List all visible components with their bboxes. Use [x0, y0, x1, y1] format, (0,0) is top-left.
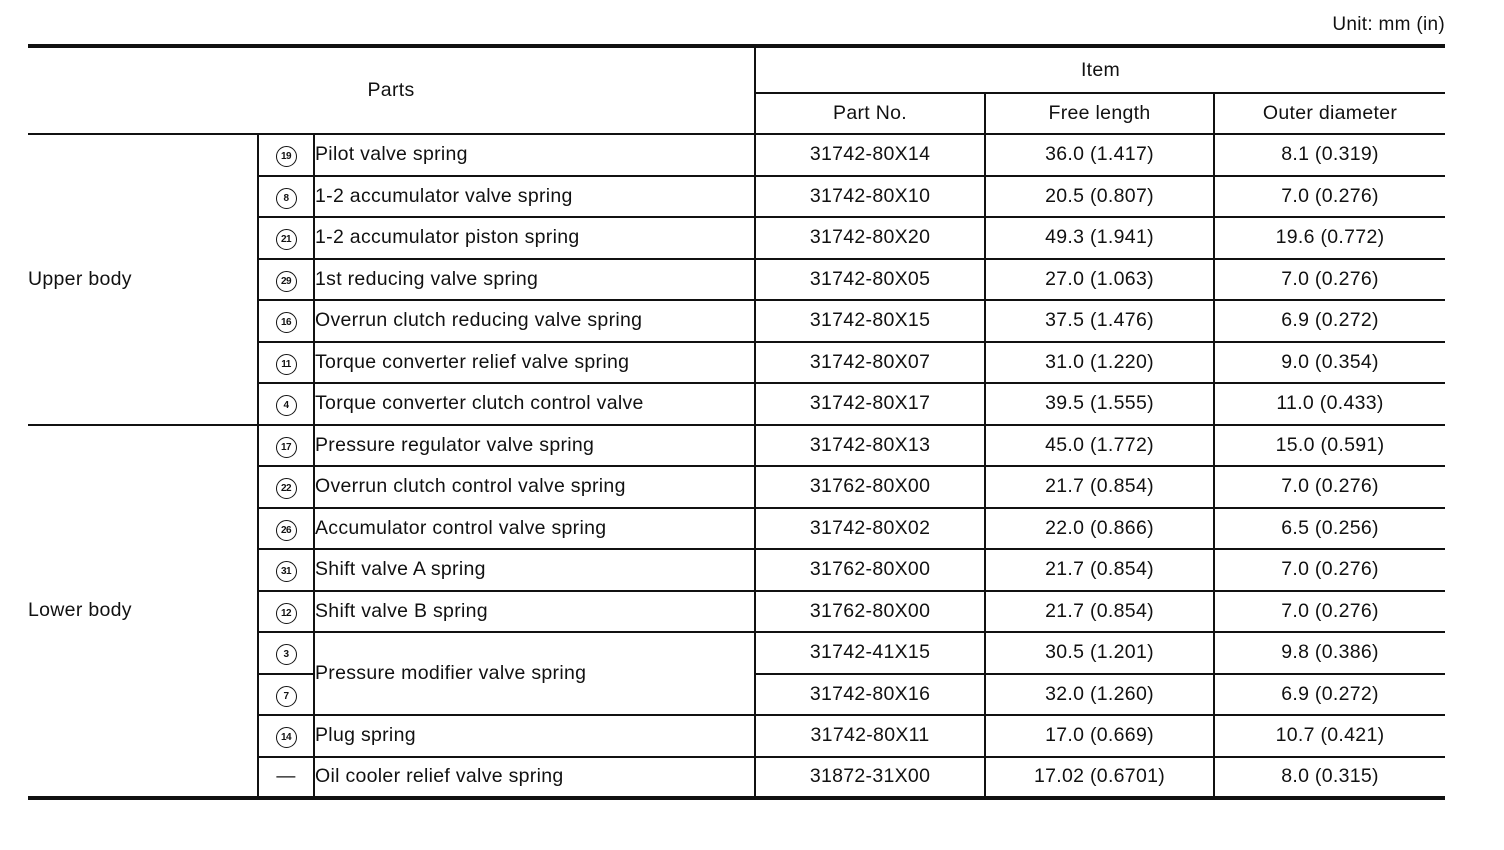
part-number: 31742-80X07 [755, 342, 985, 384]
part-number: 31742-80X14 [755, 134, 985, 176]
part-number: 31742-80X20 [755, 217, 985, 259]
outer-diameter: 7.0 (0.276) [1214, 549, 1445, 591]
circled-number-icon: 26 [276, 520, 297, 541]
item-number-cell [258, 508, 314, 550]
free-length: 22.0 (0.866) [985, 508, 1214, 550]
part-name: Pressure regulator valve spring [314, 425, 755, 467]
part-number: 31742-80X02 [755, 508, 985, 550]
table-row [28, 134, 1445, 176]
outer-diameter: 9.0 (0.354) [1214, 342, 1445, 384]
circled-number-icon: 17 [276, 437, 297, 458]
part-name: Overrun clutch control valve spring [314, 466, 755, 508]
outer-diameter: 7.0 (0.276) [1214, 591, 1445, 633]
part-name: Accumulator control valve spring [314, 508, 755, 550]
part-number: 31742-80X10 [755, 176, 985, 218]
part-number: 31742-80X11 [755, 715, 985, 757]
part-name: Pressure modifier valve spring [314, 632, 755, 715]
circled-number-icon: 7 [276, 686, 297, 707]
circled-number-icon: 12 [276, 603, 297, 624]
circled-number-icon: 31 [276, 561, 297, 582]
free-length: 21.7 (0.854) [985, 549, 1214, 591]
free-length: 20.5 (0.807) [985, 176, 1214, 218]
part-name: 1-2 accumulator valve spring [314, 176, 755, 218]
item-number-cell [258, 342, 314, 384]
part-no-header: Part No. [755, 93, 985, 134]
item-number-cell [258, 757, 314, 799]
part-name: Torque converter clutch control valve [314, 383, 755, 425]
free-length: 17.02 (0.6701) [985, 757, 1214, 799]
outer-diameter: 10.7 (0.421) [1214, 715, 1445, 757]
part-name: Shift valve A spring [314, 549, 755, 591]
outer-diameter: 7.0 (0.276) [1214, 466, 1445, 508]
parts-header: Parts [28, 46, 755, 134]
item-number-cell [258, 466, 314, 508]
circled-number-icon: 4 [276, 395, 297, 416]
part-name: 1-2 accumulator piston spring [314, 217, 755, 259]
spring-spec-table [28, 44, 1445, 800]
part-name: Torque converter relief valve spring [314, 342, 755, 384]
part-number: 31762-80X00 [755, 466, 985, 508]
circled-number-icon: 11 [276, 354, 297, 375]
table-row [28, 425, 1445, 467]
part-number: 31742-80X15 [755, 300, 985, 342]
part-name: 1st reducing valve spring [314, 259, 755, 301]
dash-marker: — [276, 766, 296, 788]
item-number-cell [258, 715, 314, 757]
outer-diameter: 11.0 (0.433) [1214, 383, 1445, 425]
outer-diameter: 7.0 (0.276) [1214, 176, 1445, 218]
free-length: 36.0 (1.417) [985, 134, 1214, 176]
outer-diameter: 8.1 (0.319) [1214, 134, 1445, 176]
outer-diameter: 7.0 (0.276) [1214, 259, 1445, 301]
outer-diameter: 8.0 (0.315) [1281, 765, 1379, 788]
free-length: 17.0 (0.669) [985, 715, 1214, 757]
part-number: 31872-31X00 [755, 757, 985, 799]
group-label-lower: Lower body [28, 425, 258, 799]
circled-number-icon: 19 [276, 146, 297, 167]
item-number-cell [258, 300, 314, 342]
outer-diameter: 9.8 (0.386) [1214, 632, 1445, 674]
item-number-cell [258, 217, 314, 259]
item-number-cell [258, 674, 314, 716]
circled-number-icon: 29 [276, 271, 297, 292]
outer-diameter: 19.6 (0.772) [1214, 217, 1445, 259]
group-label-upper: Upper body [28, 267, 132, 290]
free-length: 21.7 (0.854) [985, 591, 1214, 633]
item-header: Item [755, 46, 1445, 93]
item-number-cell [258, 425, 314, 467]
outer-diameter: 15.0 (0.591) [1214, 425, 1445, 467]
part-name: Pilot valve spring [314, 134, 755, 176]
part-name: Plug spring [314, 715, 755, 757]
circled-number-icon: 3 [276, 644, 297, 665]
part-name: Oil cooler relief valve spring [314, 757, 755, 799]
free-length: 27.0 (1.063) [985, 259, 1214, 301]
item-number-cell [258, 591, 314, 633]
free-length: 30.5 (1.201) [985, 632, 1214, 674]
item-number-cell [258, 549, 314, 591]
part-number: 31742-41X15 [755, 632, 985, 674]
part-number: 31762-80X00 [755, 591, 985, 633]
circled-number-icon: 22 [276, 478, 297, 499]
part-number: 31742-80X13 [755, 425, 985, 467]
item-number-cell [258, 383, 314, 425]
part-number: 31742-80X16 [755, 674, 985, 716]
free-length: 45.0 (1.772) [985, 425, 1214, 467]
free-length: 37.5 (1.476) [985, 300, 1214, 342]
part-name: Overrun clutch reducing valve spring [314, 300, 755, 342]
circled-number-icon: 21 [276, 229, 297, 250]
free-length: 21.7 (0.854) [985, 466, 1214, 508]
item-number-cell [258, 176, 314, 218]
free-length-header: Free length [985, 93, 1214, 134]
part-name: Shift valve B spring [314, 591, 755, 633]
unit-label: Unit: mm (in) [1332, 14, 1445, 35]
part-number: 31762-80X00 [755, 549, 985, 591]
free-length: 31.0 (1.220) [985, 342, 1214, 384]
outer-diameter: 6.9 (0.272) [1214, 674, 1445, 716]
item-number-cell [258, 134, 314, 176]
circled-number-icon: 14 [276, 727, 297, 748]
outer-diameter: 6.9 (0.272) [1214, 300, 1445, 342]
outer-diameter-header: Outer diameter [1214, 93, 1445, 134]
circled-number-icon: 8 [276, 188, 297, 209]
part-number: 31742-80X05 [755, 259, 985, 301]
item-number-cell [258, 632, 314, 674]
circled-number-icon: 16 [276, 312, 297, 333]
outer-diameter: 6.5 (0.256) [1214, 508, 1445, 550]
part-number: 31742-80X17 [755, 383, 985, 425]
item-number-cell [258, 259, 314, 301]
free-length: 49.3 (1.941) [985, 217, 1214, 259]
free-length: 32.0 (1.260) [985, 674, 1214, 716]
free-length: 39.5 (1.555) [985, 383, 1214, 425]
